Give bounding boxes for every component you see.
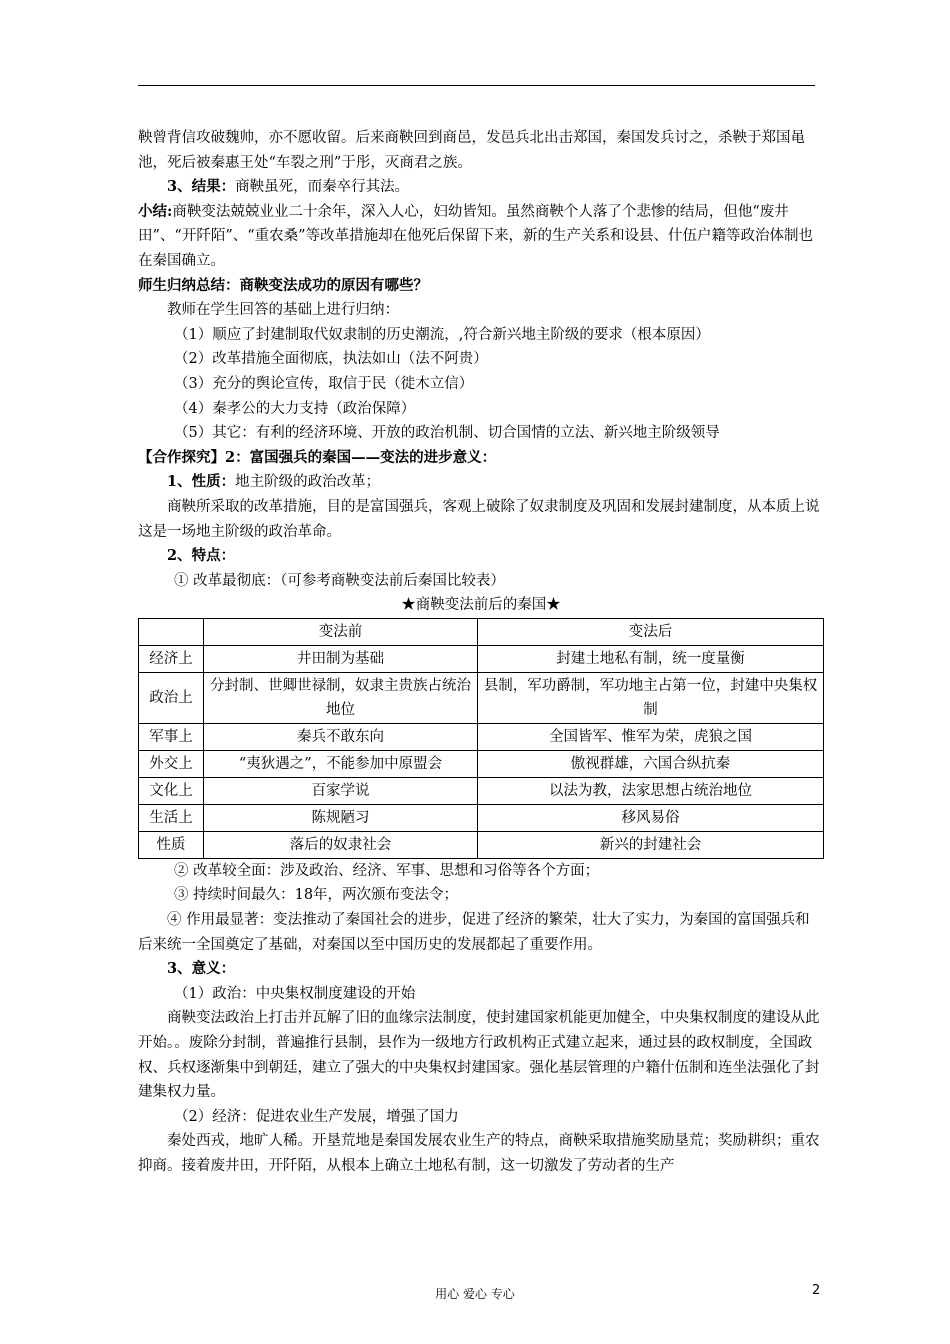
table-row <box>139 723 824 750</box>
subheading: 2、特点： <box>167 547 236 565</box>
cell-after: 傲视群雄，六国合纵抗秦 <box>478 750 824 777</box>
cell-after: 县制，军功爵制，军功地主占第一位，封建中央集权制 <box>478 672 824 723</box>
list-item: （2）改革措施全面彻底，执法如山（法不阿贵） <box>174 351 488 368</box>
list-item: （5）其它：有利的经济环境、开放的政治机制、切合国情的立法、新兴地主阶级领导 <box>174 425 720 442</box>
list-item: （3）充分的舆论宣传，取信于民（徙木立信） <box>174 375 474 392</box>
row-label: 经济上 <box>139 645 204 672</box>
cell-before: 落后的奴隶社会 <box>204 831 478 858</box>
table-caption: ★商鞅变法前后的秦国★ <box>401 597 561 614</box>
heading: 1、性质： <box>167 473 236 491</box>
cell-before: “夷狄遇之”，不能参加中原盟会 <box>204 750 478 777</box>
list-item: （1）政治：中央集权制度建设的开始 <box>174 985 416 1002</box>
row-label: 军事上 <box>139 723 204 750</box>
list-item: （1）顺应了封建制取代奴隶制的历史潮流，,符合新兴地主阶级的要求（根本原因） <box>174 326 710 343</box>
cell-before: 分封制、世卿世禄制，奴隶主贵族占统治地位 <box>204 672 478 723</box>
cell-before: 陈规陋习 <box>204 804 478 831</box>
text: 地主阶级的政治改革； <box>235 474 381 491</box>
cell-after: 以法为教，法家思想占统治地位 <box>478 777 824 804</box>
text: 商鞅变法兢兢业业二十余年，深入人心，妇幼皆知。虽然商鞅个人落了个悲惨的结局，但他“废井田”、“开阡陌”、“重农桑”等改革措施却在他死后保留下来，新的生产关系和设县、什伍户籍等政治体制也在秦国确立。 <box>138 203 814 269</box>
subheading: 3、意义： <box>167 960 236 978</box>
header-cell <box>139 618 204 645</box>
cell-before: 井田制为基础 <box>204 645 478 672</box>
row-label: 外交上 <box>139 750 204 777</box>
paragraph: 鞅曾背信攻破魏帅，亦不愿收留。后来商鞅回到商邑，发邑兵北出击郑国，秦国发兵讨之，杀鞅于郑国黾池，死后被秦惠王处“车裂之刑”于彤，灭商君之族。 <box>138 130 805 171</box>
nature-line <box>138 470 824 495</box>
comparison-table <box>138 618 824 859</box>
table-row <box>139 672 824 723</box>
page-body <box>138 126 824 1179</box>
footer-text: 用心 爱心 专心 <box>435 1287 515 1301</box>
summary-paragraph <box>138 200 824 274</box>
cell-after: 新兴的封建社会 <box>478 831 824 858</box>
row-label: 性质 <box>139 831 204 858</box>
text: 商鞅虽死，而秦卒行其法。 <box>235 179 410 196</box>
paragraph: 秦处西戎，地旷人稀。开垦荒地是秦国发展农业生产的特点，商鞅采取措施奖励垦荒；奖励耕织；重农抑商。接着废井田，开阡陌，从根本上确立土地私有制，这一切激发了劳动者的生产 <box>138 1133 820 1174</box>
header-cell: 变法前 <box>204 618 478 645</box>
paragraph: 商鞅变法政治上打击并瓦解了旧的血缘宗法制度，使封建国家机能更加健全，中央集权制度的建设从此开始。。废除分封制，普遍推行县制，县作为一级地方行政机构正式建立起来，通过县的政权制度，全国政权、兵权逐渐集中到朝廷，建立了强大的中央集权封建国家。强化基层管理的户籍什伍制和连坐法强化了封建集权力量。 <box>138 1010 820 1101</box>
list-item: ④ 作用最显著：变法推动了秦国社会的进步，促进了经济的繁荣，壮大了实力，为秦国的富国强兵和后来统一全国奠定了基础，对秦国以至中国历史的发展都起了重要作用。 <box>138 912 810 953</box>
table-row <box>139 804 824 831</box>
header-rule <box>138 85 815 86</box>
row-label: 政治上 <box>139 672 204 723</box>
section-heading: 师生归纳总结：商鞅变法成功的原因有哪些？ <box>138 276 428 294</box>
paragraph: 教师在学生回答的基础上进行归纳： <box>167 302 399 319</box>
table-row <box>139 645 824 672</box>
list-item: （4）秦孝公的大力支持（政治保障） <box>174 400 416 417</box>
cell-after: 移风易俗 <box>478 804 824 831</box>
page-number: 2 <box>812 1283 821 1298</box>
cell-before: 秦兵不敢东向 <box>204 723 478 750</box>
table-header-row <box>139 618 824 645</box>
row-label: 文化上 <box>139 777 204 804</box>
cell-after: 封建土地私有制，统一度量衡 <box>478 645 824 672</box>
section-heading: 【合作探究】2：富国强兵的秦国——变法的进步意义： <box>138 448 497 466</box>
table-row <box>139 831 824 858</box>
paragraph: 商鞅所采取的改革措施，目的是富国强兵，客观上破除了奴隶制度及巩固和发展封建制度，从本质上说这是一场地主阶级的政治革命。 <box>138 498 820 540</box>
list-item: ① 改革最彻底：（可参考商鞅变法前后秦国比较表） <box>174 572 505 589</box>
heading: 3、结果： <box>167 178 236 196</box>
header-cell: 变法后 <box>478 618 824 645</box>
cell-before: 百家学说 <box>204 777 478 804</box>
list-item: ③ 持续时间最久：18年，两次颁布变法令； <box>174 887 459 904</box>
row-label: 生活上 <box>139 804 204 831</box>
result-line <box>138 175 824 200</box>
table-row <box>139 777 824 804</box>
list-item: （2）经济：促进农业生产发展，增强了国力 <box>174 1108 459 1125</box>
table-row <box>139 750 824 777</box>
cell-after: 全国皆军、惟军为荣，虎狼之国 <box>478 723 824 750</box>
list-item: ② 改革较全面：涉及政治、经济、军事、思想和习俗等各个方面； <box>174 862 600 879</box>
heading: 小结: <box>138 202 173 220</box>
